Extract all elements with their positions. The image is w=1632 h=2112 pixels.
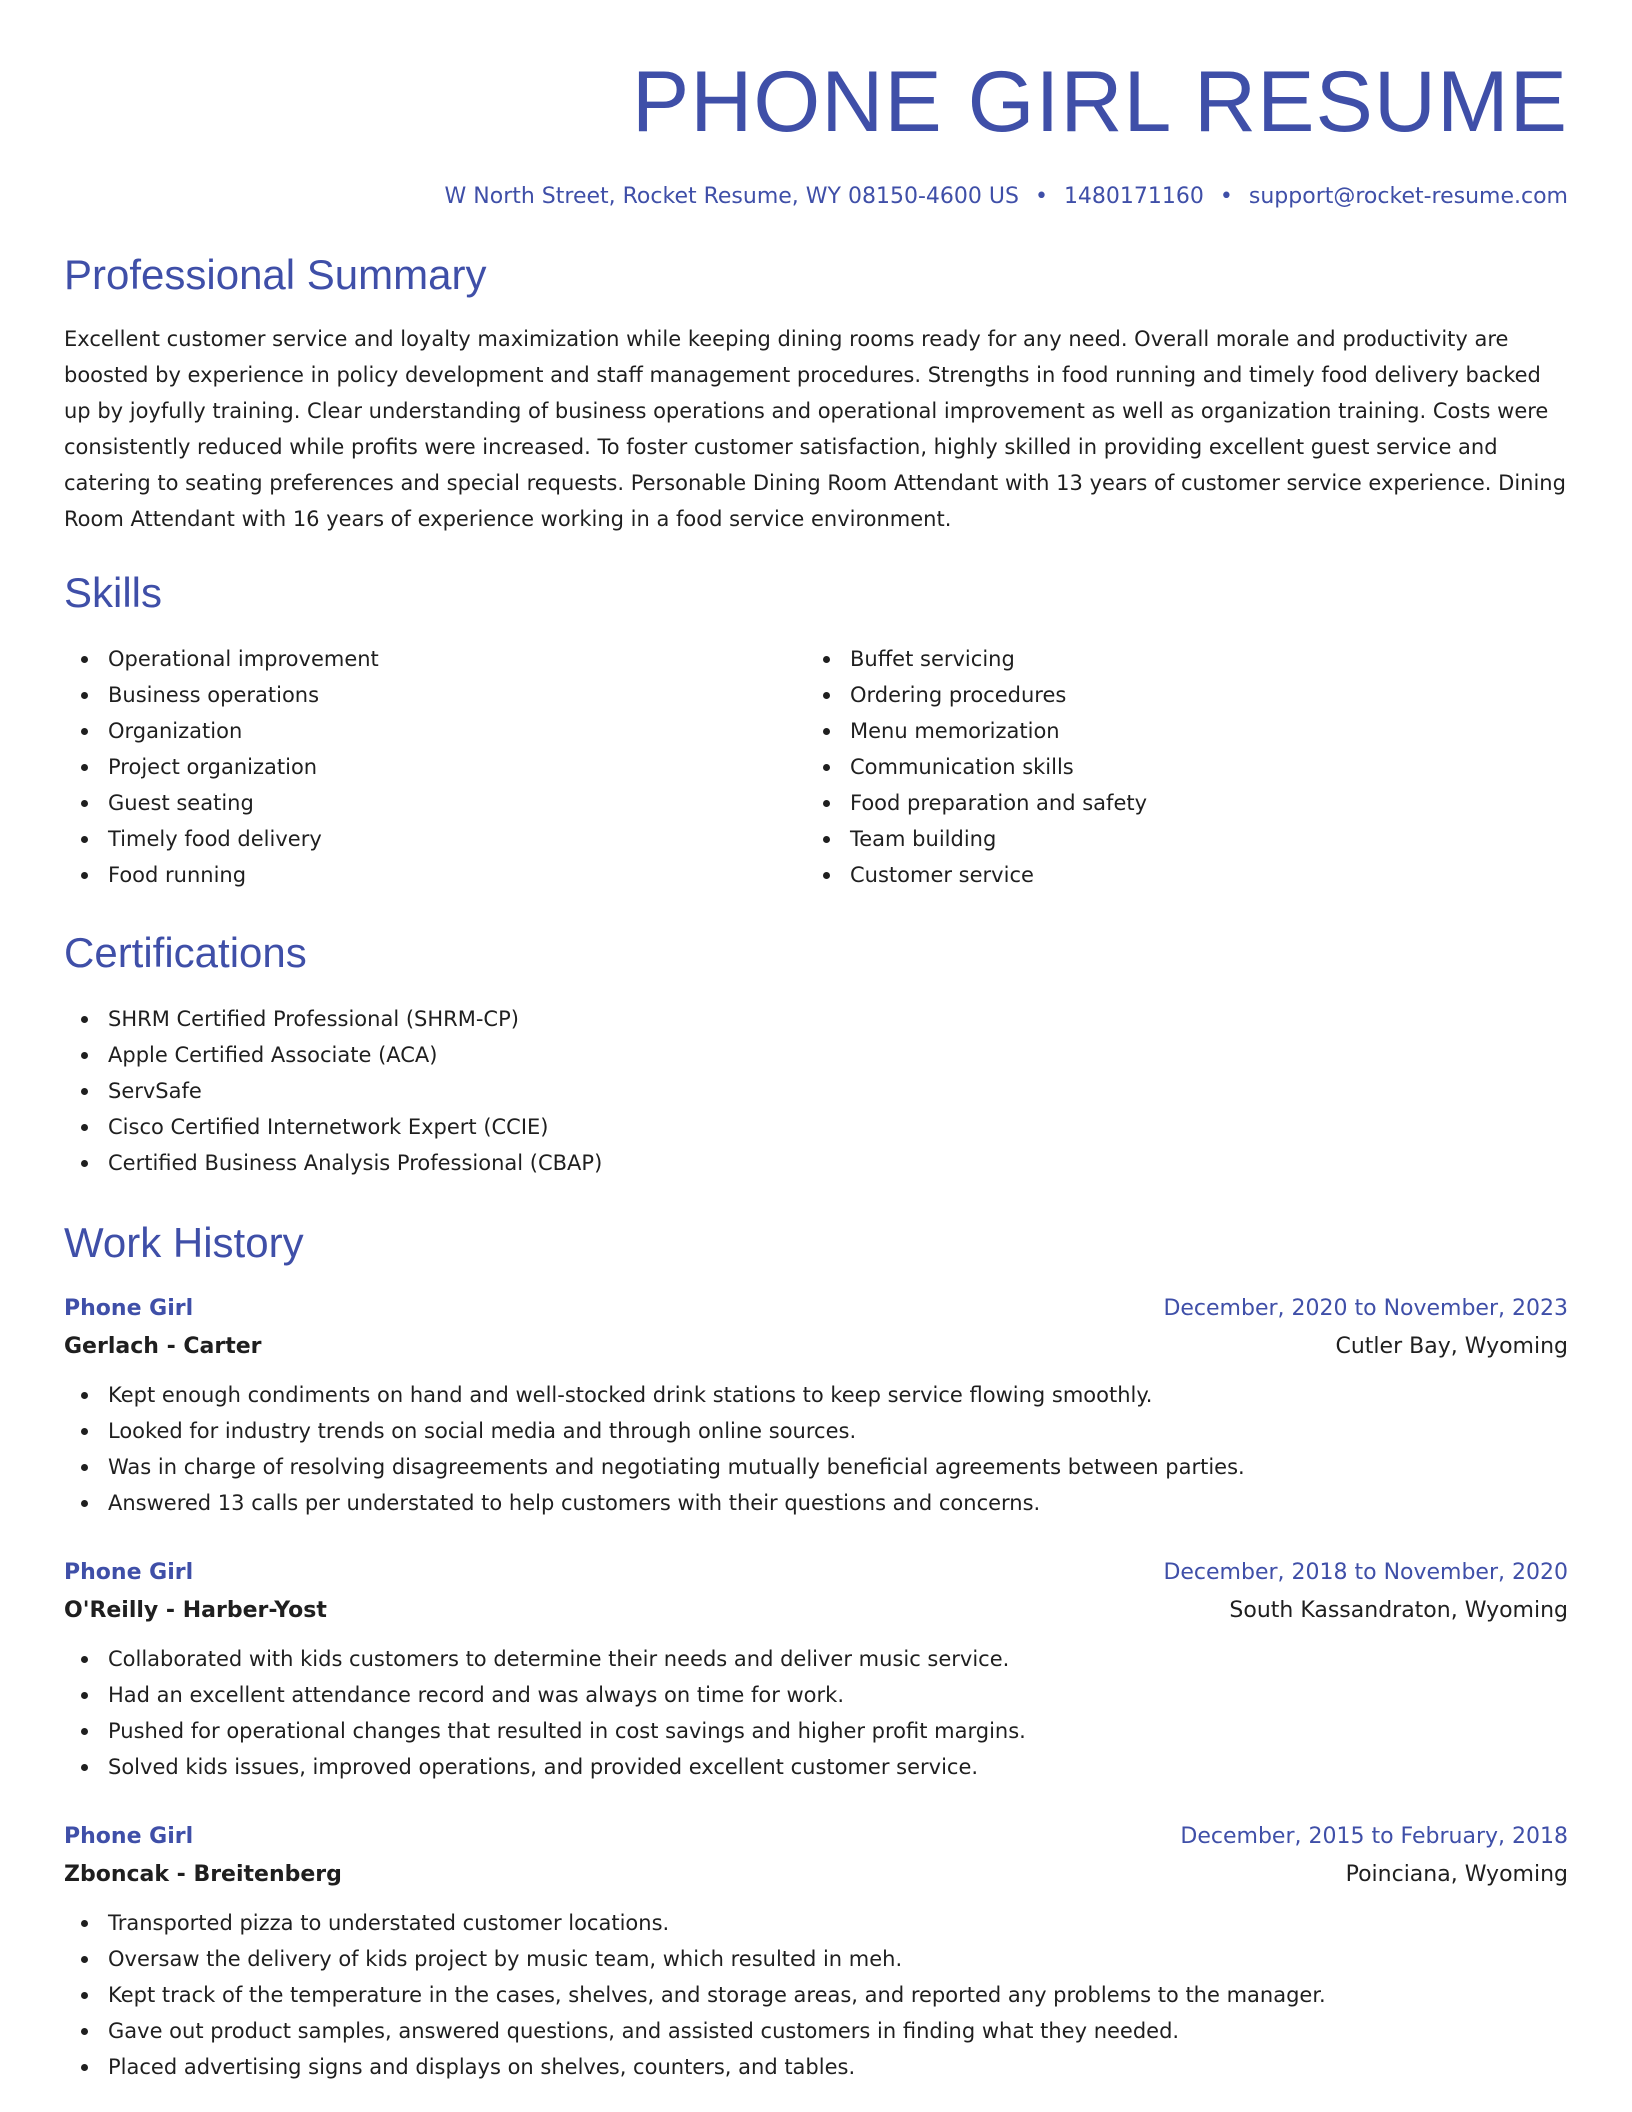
skill-item: Ordering procedures — [806, 677, 1548, 713]
skill-item: Timely food delivery — [64, 821, 806, 857]
job-bullet: Placed advertising signs and displays on shelves, counters, and tables. — [64, 2049, 1568, 2085]
job-company: Gerlach - Carter — [64, 1334, 262, 1359]
job-title-row — [64, 1291, 1568, 1327]
job-bullets — [64, 1905, 1568, 2085]
job-company: O'Reilly - Harber-Yost — [64, 1598, 327, 1623]
skill-item: Team building — [806, 821, 1548, 857]
job-bullet: Pushed for operational changes that resulted in cost savings and higher profit margins. — [64, 1713, 1568, 1749]
job-company-row — [64, 1327, 1568, 1367]
job-role: Phone Girl — [64, 1824, 194, 1849]
job-bullet: Answered 13 calls per understated to help customers with their questions and concerns. — [64, 1485, 1568, 1521]
job-dates: December, 2015 to February, 2018 — [1180, 1824, 1568, 1849]
contact-line — [64, 181, 1568, 213]
skills-heading: Skills — [64, 569, 163, 616]
skill-item: Buffet servicing — [806, 641, 1548, 677]
skill-item: Business operations — [64, 677, 806, 713]
job-dates: December, 2018 to November, 2020 — [1163, 1560, 1568, 1585]
work-history-list — [64, 1291, 1568, 2085]
certification-item: Apple Certified Associate (ACA) — [64, 1037, 1568, 1073]
skill-item: Food preparation and safety — [806, 785, 1548, 821]
job-bullet: Had an excellent attendance record and was always on time for work. — [64, 1677, 1568, 1713]
skill-item: Menu memorization — [806, 713, 1548, 749]
job-title-row — [64, 1555, 1568, 1591]
contact-email[interactable]: support@rocket-resume.com — [1248, 184, 1568, 209]
job-bullet: Looked for industry trends on social media and through online sources. — [64, 1413, 1568, 1449]
job-bullet: Solved kids issues, improved operations, and provided excellent customer service. — [64, 1749, 1568, 1785]
job-bullet: Kept track of the temperature in the cases, shelves, and storage areas, and reported any problems to the manager. — [64, 1977, 1568, 2013]
certifications-list — [64, 1001, 1568, 1181]
skills-grid — [64, 641, 1568, 893]
job-bullet: Was in charge of resolving disagreements and negotiating mutually beneficial agreements between parties. — [64, 1449, 1568, 1485]
summary-heading: Professional Summary — [64, 251, 487, 298]
job-bullet: Gave out product samples, answered questions, and assisted customers in finding what they needed. — [64, 2013, 1568, 2049]
skills-left-column — [64, 641, 806, 893]
job-company-row — [64, 1591, 1568, 1631]
job-dates: December, 2020 to November, 2023 — [1163, 1296, 1568, 1321]
job-company-row — [64, 1855, 1568, 1895]
job-entry — [64, 1819, 1568, 2085]
skill-item: Operational improvement — [64, 641, 806, 677]
certification-item: SHRM Certified Professional (SHRM-CP) — [64, 1001, 1568, 1037]
work-history-heading: Work History — [64, 1219, 304, 1266]
certifications-heading: Certifications — [64, 929, 307, 976]
skill-item: Customer service — [806, 857, 1548, 893]
job-bullet: Kept enough condiments on hand and well-stocked drink stations to keep service flowing smoothly. — [64, 1377, 1568, 1413]
job-location: South Kassandraton, Wyoming — [1229, 1598, 1568, 1623]
job-bullets — [64, 1377, 1568, 1521]
summary-text: Excellent customer service and loyalty maximization while keeping dining rooms ready for any need. Overall morale and productivity are boosted by experience in policy development and staff management procedures. Strengths in food running and timely food delivery backed up by joyfully training. Clear understanding of business operations and operational improvement as well as organization training. Costs were consistently reduced while profits were increased. To foster customer satisfaction, highly skilled in providing excellent guest service and catering to seating preferences and special requests. Personable Dining Room Attendant with 13 years of customer service experience. Dining Room Attendant with 16 years of experience working in a food service environment. — [64, 327, 1566, 531]
contact-phone: 1480171160 — [1063, 184, 1204, 209]
job-bullet: Transported pizza to understated customer locations. — [64, 1905, 1568, 1941]
job-location: Cutler Bay, Wyoming — [1335, 1334, 1568, 1359]
job-role: Phone Girl — [64, 1296, 194, 1321]
contact-separator: • — [1219, 184, 1233, 209]
skill-item: Organization — [64, 713, 806, 749]
job-entry — [64, 1555, 1568, 1785]
certification-item: Cisco Certified Internetwork Expert (CCIE) — [64, 1109, 1568, 1145]
job-company: Zboncak - Breitenberg — [64, 1862, 342, 1887]
certification-item: ServSafe — [64, 1073, 1568, 1109]
contact-separator: • — [1034, 184, 1048, 209]
skill-item: Food running — [64, 857, 806, 893]
skills-right-column — [806, 641, 1548, 893]
resume-title: PHONE GIRL RESUME — [631, 54, 1568, 150]
skill-item: Guest seating — [64, 785, 806, 821]
job-location: Poinciana, Wyoming — [1345, 1862, 1568, 1887]
job-bullets — [64, 1641, 1568, 1785]
job-title-row — [64, 1819, 1568, 1855]
job-bullet: Collaborated with kids customers to determine their needs and deliver music service. — [64, 1641, 1568, 1677]
job-entry — [64, 1291, 1568, 1521]
certification-item: Certified Business Analysis Professional (CBAP) — [64, 1145, 1568, 1181]
skill-item: Project organization — [64, 749, 806, 785]
job-bullet: Oversaw the delivery of kids project by music team, which resulted in meh. — [64, 1941, 1568, 1977]
resume-page — [64, 0, 1568, 2085]
skill-item: Communication skills — [806, 749, 1548, 785]
contact-address: W North Street, Rocket Resume, WY 08150-4600 US — [444, 184, 1019, 209]
job-role: Phone Girl — [64, 1560, 194, 1585]
